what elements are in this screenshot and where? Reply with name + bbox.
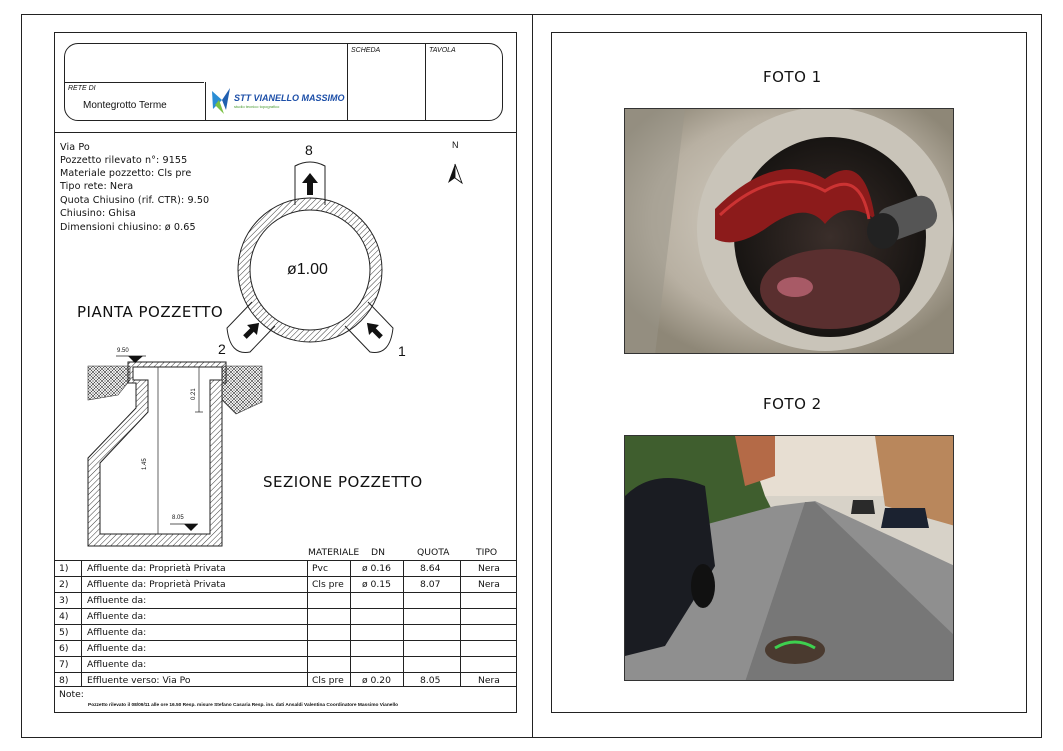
info-tipo: Tipo rete: Nera	[60, 181, 134, 192]
row-num: 3)	[59, 595, 69, 606]
info-chiusino: Chiusino: Ghisa	[60, 208, 136, 219]
row-dn: ø 0.16	[362, 563, 391, 574]
row-tipo: Nera	[478, 579, 500, 590]
table-line	[81, 560, 82, 686]
section-title: SEZIONE POZZETTO	[263, 473, 423, 491]
row-num: 1)	[59, 563, 69, 574]
info-pozzetto: Pozzetto rilevato n°: 9155	[60, 155, 188, 166]
depth-dimension	[154, 367, 162, 534]
table-line	[54, 640, 517, 641]
table-line	[460, 560, 461, 686]
row-label: Affluente da: Proprietà Privata	[87, 579, 226, 590]
table-line	[54, 672, 517, 673]
pipe-label-8: 8	[305, 142, 313, 158]
note-label: Note:	[59, 689, 84, 700]
table-line	[54, 608, 517, 609]
pipe-label-1: 1	[398, 343, 406, 359]
elevation-marker-bottom	[170, 524, 198, 531]
foto1-label: FOTO 1	[763, 68, 822, 86]
rete-value: Montegrotto Terme	[83, 100, 167, 111]
rete-label: RETE DI	[68, 85, 96, 92]
row-num: 7)	[59, 659, 69, 670]
info-materiale: Materiale pozzetto: Cls pre	[60, 168, 192, 179]
foto2-label: FOTO 2	[763, 395, 822, 413]
row-label: Affluente da:	[87, 595, 147, 606]
north-arrow-icon	[448, 164, 462, 183]
row-label: Affluente da:	[87, 627, 147, 638]
table-line	[54, 576, 517, 577]
section-soil	[88, 366, 262, 414]
row-materiale: Cls pre	[312, 675, 344, 686]
elevation-bottom: 8.05	[172, 515, 184, 521]
table-line	[54, 686, 517, 687]
row-num: 4)	[59, 611, 69, 622]
ring-diameter: ø1.00	[287, 261, 328, 278]
elevation-top: 9.50	[117, 348, 129, 354]
company-name: STT VIANELLO MASSIMO	[234, 93, 345, 103]
table-line	[307, 560, 308, 686]
row-label: Affluente da:	[87, 643, 147, 654]
row-dn: ø 0.15	[362, 579, 391, 590]
row-label: Affluente da:	[87, 611, 147, 622]
table-line	[403, 560, 404, 686]
plan-title: PIANTA POZZETTO	[77, 303, 224, 321]
table-line	[54, 656, 517, 657]
header-tipo: TIPO	[476, 547, 498, 558]
row-quota: 8.05	[420, 675, 441, 686]
info-dimensioni: Dimensioni chiusino: ø 0.65	[60, 222, 196, 233]
tavola-label: TAVOLA	[429, 47, 456, 54]
table-line	[54, 560, 517, 561]
table-line	[54, 592, 517, 593]
north-label: N	[452, 140, 459, 150]
row-num: 5)	[59, 627, 69, 638]
table-line	[54, 624, 517, 625]
row-tipo: Nera	[478, 675, 500, 686]
neck-label: 0.21	[191, 388, 197, 400]
note-text: Pozzetto rilevato il 08/09/11 alle ore 16.50 Resp. misure Stefano Casaria Resp. ins. dati Ansaldi Valentina Coordinatore Massimo Vianello	[88, 703, 399, 708]
company-tagline: studio tecnico topografico	[234, 104, 280, 109]
info-quota: Quota Chiusino (rif. CTR): 9.50	[60, 195, 210, 206]
row-materiale: Pvc	[312, 563, 329, 574]
pipe-label-2: 2	[218, 341, 226, 357]
row-label: Affluente da: Proprietà Privata	[87, 563, 226, 574]
row-label: Effluente verso: Via Po	[87, 675, 191, 686]
row-quota: 8.64	[420, 563, 441, 574]
header-quota: QUOTA	[417, 547, 450, 558]
row-quota: 8.07	[420, 579, 441, 590]
row-tipo: Nera	[478, 563, 500, 574]
row-materiale: Cls pre	[312, 579, 344, 590]
header-materiale: MATERIALE	[308, 547, 360, 558]
row-dn: ø 0.20	[362, 675, 391, 686]
street-photo	[624, 435, 954, 681]
info-street: Via Po	[60, 142, 90, 153]
row-num: 6)	[59, 643, 69, 654]
table-line	[350, 560, 351, 686]
scheda-label: SCHEDA	[351, 47, 381, 54]
row-label: Affluente da:	[87, 659, 147, 670]
depth-label: 1.45	[142, 458, 148, 470]
header-dn: DN	[371, 547, 385, 558]
row-num: 2)	[59, 579, 69, 590]
manhole-photo	[624, 108, 954, 354]
row-num: 8)	[59, 675, 69, 686]
